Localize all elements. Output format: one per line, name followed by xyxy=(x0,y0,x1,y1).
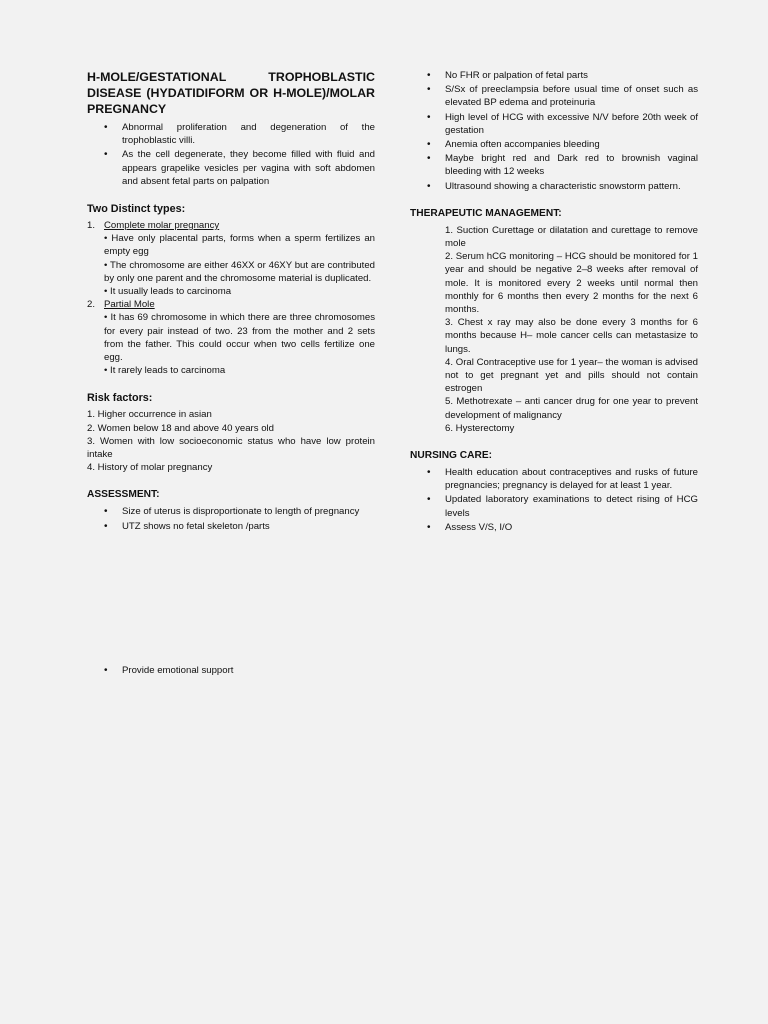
nursing-list xyxy=(410,466,698,534)
list-item: 2. Women below 18 and above 40 years old xyxy=(87,422,275,434)
list-item: • UTZ shows no fetal skeleton /parts xyxy=(87,520,375,533)
definition-list xyxy=(87,121,375,188)
page-title: H-MOLE/GESTATIONAL TROPHOBLASTIC DISEASE (HYDATIDIFORM OR H-MOLE)/MOLAR PREGNANCY xyxy=(87,70,375,116)
risk-list xyxy=(87,408,375,474)
type-detail: • It has 69 chromosome in which there are three chromosomes for every pair instead of two. 23 from the mother and 2 sets from the father. This could occur when two cells fertilize one egg. xyxy=(104,312,375,364)
list-item: • Abnormal proliferation and degeneration of the trophoblastic villi. xyxy=(87,121,375,147)
type-label: Complete molar pregnancy xyxy=(104,220,220,232)
list-item: • Assess V/S, I/O xyxy=(410,521,698,534)
list-item: • As the cell degenerate, they become filled with fluid and appears grapelike vesicles per vagina with soft abdomen and absent fetal parts on palpation xyxy=(87,148,375,188)
list-item: 1. Higher occurrence in asian xyxy=(87,409,212,421)
list-item: • Provide emotional support xyxy=(87,664,387,677)
type-detail: • It usually leads to carcinoma xyxy=(104,286,232,298)
list-item: • S/Sx of preeclampsia before usual time of onset such as elevated BP edema and proteinuria xyxy=(410,83,698,109)
list-item: 4. History of molar pregnancy xyxy=(87,462,213,474)
type-number: 1. xyxy=(87,220,96,232)
assessment-list-left xyxy=(87,505,375,532)
type-detail: • It rarely leads to carcinoma xyxy=(104,365,226,377)
right-column xyxy=(410,69,698,535)
types-heading: Two Distinct types: xyxy=(87,203,186,216)
assessment-list-right xyxy=(410,69,698,193)
types-list xyxy=(87,219,375,377)
therapeutic-list xyxy=(410,224,698,435)
list-item: 5. Methotrexate – anti cancer drug for one year to prevent development of malignancy xyxy=(445,396,698,421)
list-item: 3. Women with low socioeconomic status who have low protein intake xyxy=(87,435,375,461)
type-item-complete xyxy=(87,219,375,298)
list-item: • High level of HCG with excessive N/V before 20th week of gestation xyxy=(410,111,698,137)
nursing-heading: NURSING CARE: xyxy=(410,450,493,462)
type-label: Partial Mole xyxy=(104,299,155,311)
list-item: 2. Serum hCG monitoring – HCG should be monitored for 1 year and should be negative 2–8 weeks after removal of mole. It is monitored every 2 weeks until normal then monthly for 6 months then every 2 months for the next 6 months. xyxy=(445,251,698,316)
list-item: 3. Chest x ray may also be done every 3 months for 6 months because H– mole cancer cells can metastasize to lungs. xyxy=(445,317,698,355)
assessment-heading: ASSESSMENT: xyxy=(87,489,160,501)
list-item: • Anemia often accompanies bleeding xyxy=(410,138,698,151)
list-item: 6. Hysterectomy xyxy=(445,422,515,434)
therapeutic-heading: THERAPEUTIC MANAGEMENT: xyxy=(410,207,562,219)
list-item: • No FHR or palpation of fetal parts xyxy=(410,69,698,82)
type-number: 2. xyxy=(87,299,96,311)
type-detail: • The chromosome are either 46XX or 46XY but are contributed by only one parent and the chromosome material is duplicated. xyxy=(104,259,375,284)
type-detail: • Have only placental parts, forms when a sperm fertilizes an empty egg xyxy=(104,233,375,258)
list-item: • Size of uterus is disproportionate to length of pregnancy xyxy=(87,505,375,518)
left-column xyxy=(87,69,375,534)
nursing-list-continued xyxy=(87,664,387,678)
list-item: • Maybe bright red and Dark red to brownish vaginal bleeding with 12 weeks xyxy=(410,152,698,178)
risk-heading: Risk factors: xyxy=(87,392,153,405)
list-item: • Updated laboratory examinations to detect rising of HCG levels xyxy=(410,493,698,519)
list-item: 1. Suction Curettage or dilatation and curettage to remove mole xyxy=(445,224,698,250)
type-item-partial xyxy=(87,298,375,377)
list-item: 4. Oral Contraceptive use for 1 year– the woman is advised not to get pregnant yet and pills should not contain estrogen xyxy=(445,356,698,395)
list-item: • Health education about contraceptives and rusks of future pregnancies; pregnancy is delayed for at least 1 year. xyxy=(410,466,698,492)
list-item: • Ultrasound showing a characteristic snowstorm pattern. xyxy=(410,180,698,193)
